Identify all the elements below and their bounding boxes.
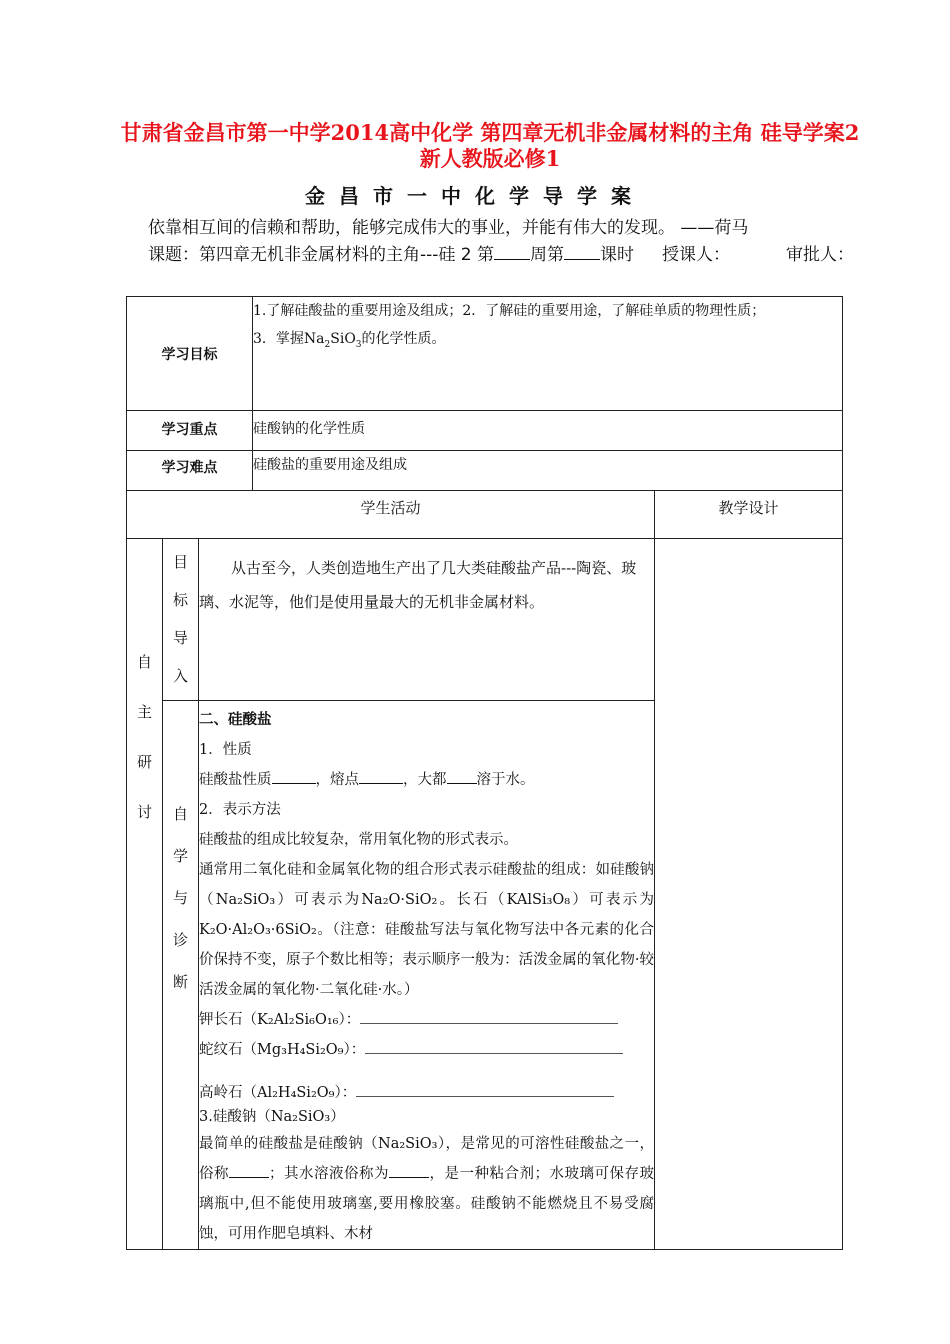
difficulty-label: 学习难点 <box>127 451 253 491</box>
topic-period: 课时 <box>600 245 635 265</box>
goals-cell <box>253 297 843 411</box>
topic-approver: 审批人： <box>786 245 855 265</box>
teaching-design-cell <box>655 539 843 1250</box>
sodium-heading: 3.硅酸钠（Na₂SiO₃） <box>199 1109 345 1125</box>
focus-label: 学习重点 <box>127 411 253 451</box>
motto: 依靠相互间的信赖和帮助，能够完成伟大的事业，并能有伟大的发现。 ——荷马 <box>148 218 749 238</box>
sodium-paragraph: 最简单的硅酸盐是硅酸钠（Na₂SiO₃），是常见的可溶性硅酸盐之一，俗称 ；其水溶液俗称为 ，是一种粘合剂；水玻璃可保存玻璃瓶中,但不能使用玻璃塞,要用橡胶塞。硅酸钠不能燃烧且不易受腐蚀，可用作肥皂填料、木材 <box>199 1136 654 1242</box>
goals-label: 学习目标 <box>127 297 253 411</box>
rep-heading: 2．表示方法 <box>199 802 281 818</box>
week-blank <box>494 245 530 260</box>
rep-line-1: 硅酸盐的组成比较复杂，常用氧化物的形式表示。 <box>199 832 518 848</box>
goal-3: 3．掌握$Na_2SiO_3$的化学性质。 <box>253 331 446 350</box>
topic-prefix: 课题：第四章无机非金属材料的主角---硅 2 第 <box>148 245 495 265</box>
document-title: 甘肃省金昌市第一中学2014高中化学 第四章无机非金属材料的主角 硅导学案2新人教版必修1 <box>120 120 860 171</box>
diagnose-cell: 自 学 与 诊 断 <box>163 701 199 1250</box>
teaching-design-header: 教学设计 <box>655 491 843 539</box>
period-blank <box>564 245 600 260</box>
mineral-3: 高岭石（Al₂H₄Si₂O₉）： <box>199 1081 654 1105</box>
mineral-2: 蛇纹石（Mg₃H₄Si₂O₉）： <box>199 1035 654 1065</box>
goal-intro-cell: 目 标 导 入 <box>163 539 199 701</box>
prop-line: 硅酸盐性质 ，熔点 ，大都 溶于水。 <box>199 765 654 795</box>
prop-heading: 1．性质 <box>199 742 252 758</box>
mineral-1: 钾长石（K₂Al₂Si₆O₁₆）： <box>199 1005 654 1035</box>
topic-teacher: 授课人： <box>662 245 731 265</box>
topic-week: 周第 <box>530 245 565 265</box>
goal-1: 1.了解硅酸盐的重要用途及组成；2．了解硅的重要用途，了解硅单质的物理性质； <box>253 303 766 319</box>
student-activity-header: 学生活动 <box>127 491 655 539</box>
section-title: 二、硅酸盐 <box>199 712 272 728</box>
focus-text: 硅酸钠的化学性质 <box>253 411 843 451</box>
rep-paragraph: 通常用二氧化硅和金属氧化物的组合形式表示硅酸盐的组成：如硅酸钠（Na₂SiO₃）可表示为Na₂O·SiO₂。长石（KAlSi₃O₈）可表示为K₂O·Al₂O₃·6SiO₂。（注意：硅酸盐写法与氧化物写法中各元素的化合价保持不变，原子个数比相等；表示顺序一般为：活泼金属的氧化物·较活泼金属的氧化物·二氧化硅·水。） <box>199 862 654 998</box>
topic-line <box>148 242 868 268</box>
diagnose-content <box>199 701 655 1250</box>
study-table <box>126 296 843 1250</box>
intro-text: 从古至今，人类创造地生产出了几大类硅酸盐产品---陶瓷、玻璃、水泥等，他们是使用量最大的无机非金属材料。 <box>199 539 655 701</box>
difficulty-text: 硅酸盐的重要用途及组成 <box>253 451 843 491</box>
school-title: 金昌市一中化学导学案 <box>305 184 645 208</box>
self-study-cell: 自 主 研 讨 <box>127 539 163 1250</box>
